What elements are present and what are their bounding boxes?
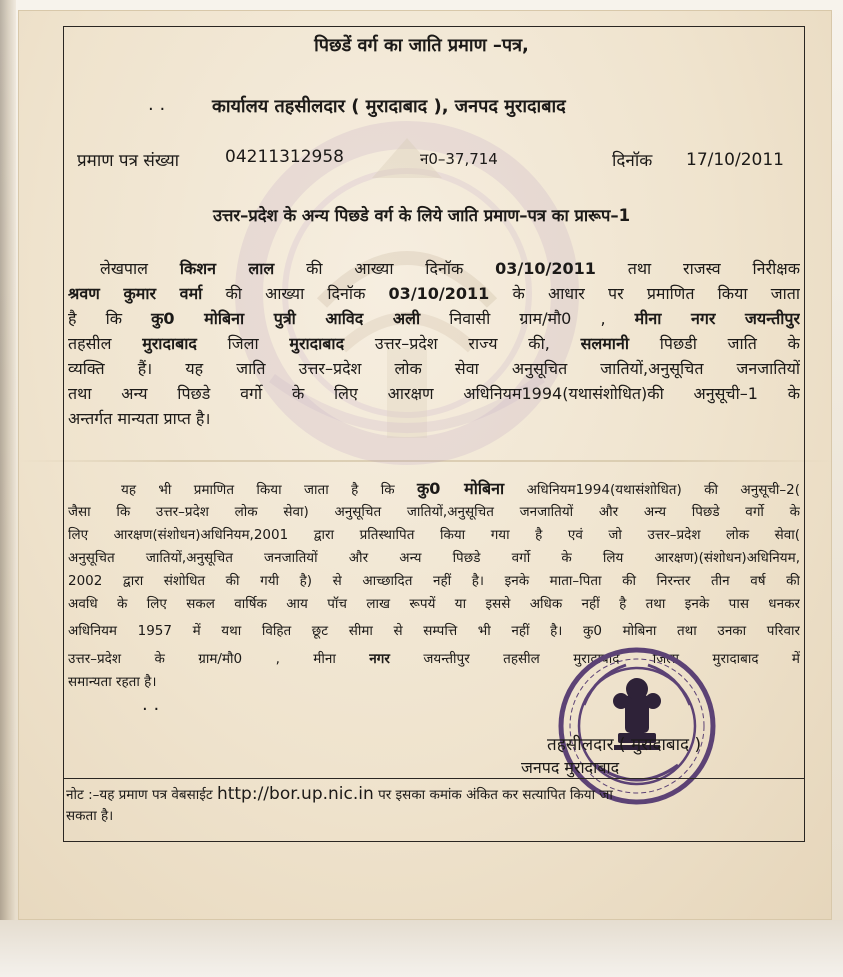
issue-date: 17/10/2011 [686,150,784,170]
verification-note-line2: सकता है। [66,808,114,824]
para2-line: लिए आरक्षण(संशोधन)अधिनियम,2001 द्वारा प्रतिस्थापित किया गया है एवं जो उत्तर–प्रदेश लोक सेवा( [68,527,800,543]
para1-line: तथा अन्य पिछडे वर्गो के लिए आरक्षण अधिनियम1994(यथासंशोधित)की अनुसूची–1 के [68,384,800,403]
office-title: कार्यालय तहसीलदार ( मुरादाबाद ), जनपद मुरादाबाद [212,96,566,117]
tehsildar-office-seal-icon [556,645,718,807]
para1-line: लेखपाल किशन लाल की आख्या दिनॉक 03/10/2011 तथा राजस्व निरीक्षक [100,259,800,278]
certificate-number: 04211312958 [225,147,344,167]
note-divider [63,778,805,779]
scan-bottom-margin [0,920,843,977]
signatory-title: तहसीलदार ( मुरादाबाद ) [547,735,702,755]
para2-line: जैसा कि उत्तर–प्रदेश लोक सेवा) अनुसूचित जातियों,अनुसूचित जनजातियों और अन्य पिछडे वर्गो के [68,504,800,520]
serial-number: न0–37,714 [420,150,498,168]
verification-url-link[interactable]: http://bor.up.nic.in [216,784,374,804]
para1-line: तहसील मुरादाबाद जिला मुरादाबाद उत्तर–प्रदेश राज्य की, सलमानी पिछडी जाति के [68,334,800,353]
para2-line: समान्यता रहता है। [68,674,157,690]
dots-marker: . . [142,694,160,715]
para2-line: यह भी प्रमाणित किया जाता है कि कु0 मोबिना अधिनियम1994(यथासंशोधित) की अनुसूची–2( [121,479,800,498]
form-title: उत्तर–प्रदेश के अन्य पिछडे वर्ग के लिये जाति प्रमाण–पत्र का प्रारूप–1 [212,206,631,225]
certificate-number-label: प्रमाण पत्र संख्या [77,151,180,171]
signatory-district: जनपद मुरादाबाद [521,758,620,777]
certificate-heading: पिछडें वर्ग का जाति प्रमाण –पत्र, [314,35,529,56]
para1-line: है कि कु0 मोबिना पुत्री आविद अली निवासी ग्राम/मौ0 , मीना नगर जयन्तीपुर [68,309,800,328]
para1-line: व्यक्ति हैं। यह जाति उत्तर–प्रदेश लोक सेवा अनुसूचित जातियों,अनुसूचित जनजातियों [68,359,800,378]
para2-line: अनुसूचित जातियों,अनुसूचित जनजातियों और अन्य पिछडे वर्गो के लिय आरक्षण)(संशोधन)अधिनियम, [68,550,800,566]
paper-torn-edge [0,0,16,977]
para2-line: अधिनियम 1957 में यथा विहित छूट सीमा से सम्पत्ति भी नहीं है। कु0 मोबिना तथा उनका परिवार [68,623,800,639]
para2-line: अवधि के लिए सकल वार्षिक आय पॉच लाख रूपयें या इससे अधिक नहीं है तथा इनके पास धनकर [68,596,800,612]
para2-line: उत्तर–प्रदेश के ग्राम/मौ0 , मीना नगर जयन्तीपुर तहसील मुरादाबाद जिला मुरादाबाद में [68,651,800,667]
office-dots: . . [148,94,166,115]
date-label: दिनॉक [612,151,653,171]
para1-line: श्रवण कुमार वर्मा की आख्या दिनॉक 03/10/2011 के आधार पर प्रमाणित किया जाता [68,284,800,303]
para2-line: 2002 द्वारा संशोधित की गयी है) से आच्छादित नहीं है। इनके माता–पिता की निरन्तर तीन वर्ष की [68,573,800,589]
verification-note: नोट :–यह प्रमाण पत्र वेबसाईट http://bor.up.nic.in पर इसका कमांक अंकित कर सत्यापित किया जा [66,784,613,804]
para1-line: अन्तर्गत मान्यता प्राप्त है। [68,409,211,428]
